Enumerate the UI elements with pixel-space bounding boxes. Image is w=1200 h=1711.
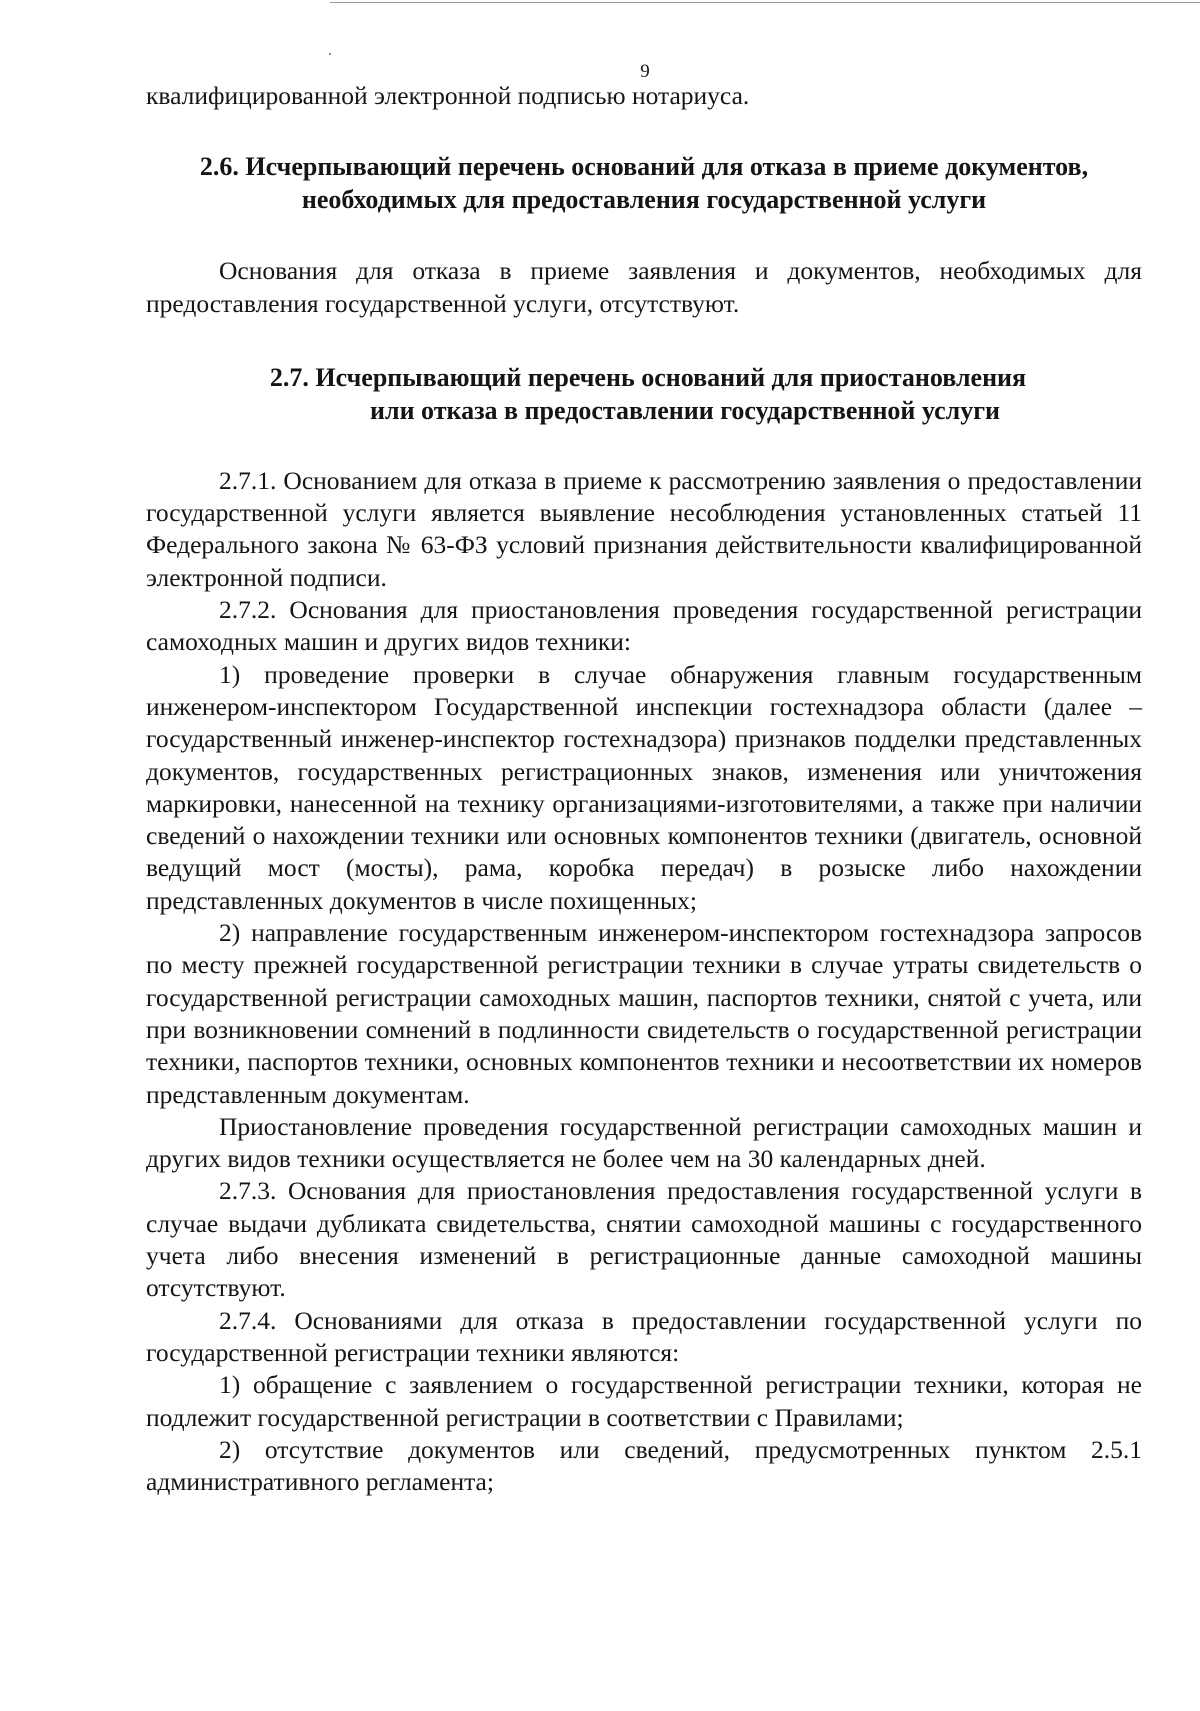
section-2-7-heading-line2: или отказа в предоставлении государственной услуги	[370, 395, 1001, 425]
paragraph-2-7-1: 2.7.1. Основанием для отказа в приеме к рассмотрению заявления о предоставлении государственной услуги является выявление несоблюдения установленных статьей 11 Федерального закона № 63-ФЗ условий признания действительности квалифицированной электронной подписи.	[146, 465, 1142, 592]
paragraph-2-7-2: 2.7.2. Основания для приостановления проведения государственной регистрации самоходных машин и других видов техники:	[146, 595, 1142, 657]
section-2-6-heading-line2: необходимых для предоставления государственной услуги	[301, 185, 987, 215]
section-2-6-heading	[146, 150, 1142, 216]
section-2-7-heading	[146, 361, 1142, 427]
scan-artifact-dot	[329, 53, 331, 55]
paragraph-2-7-2-item-2: 2) направление государственным инженером-инспектором гостехнадзора запросов по месту прежней государственной регистрации техники в случае утраты свидетельств о государственной регистрации самоходных машин, паспортов техники, снятой с учета, или при возникновении сомнений в подлинности свидетельств о государственной регистрации техники, паспортов техники, основных компонентов техники и несоответствии их номеров представленным документам.	[146, 918, 1142, 1109]
lead-in-text: квалифицированной электронной подписью нотариуса.	[146, 81, 750, 110]
scan-top-border	[330, 2, 1200, 3]
paragraph-2-7-3: 2.7.3. Основания для приостановления предоставления государственной услуги в случае выдачи дубликата свидетельства, снятии самоходной машины с государственного учета либо внесения изменений в регистрационные данные самоходной машины отсутствуют.	[146, 1176, 1142, 1303]
paragraph-2-7-2-item-1: 1) проведение проверки в случае обнаружения главным государственным инженером-инспектором Государственной инспекции гостехнадзора области (далее – государственный инженер-инспектор гостехнадзора) признаков подделки представленных документов, государственных регистрационных знаков, изменения или уничтожения маркировки, нанесенной на технику организациями-изготовителями, а также при наличии сведений о нахождении техники или основных компонентов техники (двигатель, основной ведущий мост (мосты), рама, коробка передач) в розыске либо нахождении представленных документов в числе похищенных;	[146, 659, 1142, 915]
page-number: 9	[640, 61, 650, 82]
paragraph-2-7-4-item-2: 2) отсутствие документов или сведений, предусмотренных пунктом 2.5.1 административного регламента;	[146, 1434, 1142, 1497]
section-2-6-heading-line1: 2.6. Исчерпывающий перечень оснований для отказа в приеме документов,	[199, 152, 1089, 182]
section-2-6-paragraph: Основания для отказа в приеме заявления и документов, необходимых для предоставления государственной услуги, отсутствуют.	[146, 256, 1142, 318]
section-2-7-heading-line1: 2.7. Исчерпывающий перечень оснований для приостановления	[269, 362, 1027, 392]
paragraph-suspension-term: Приостановление проведения государственной регистрации самоходных машин и других видов техники осуществляется не более чем на 30 календарных дней.	[146, 1111, 1142, 1174]
document-body	[146, 80, 1142, 1498]
paragraph-2-7-4: 2.7.4. Основаниями для отказа в предоставлении государственной услуги по государственной регистрации техники являются:	[146, 1305, 1142, 1367]
paragraph-2-7-4-item-1: 1) обращение с заявлением о государственной регистрации техники, которая не подлежит государственной регистрации в соответствии с Правилами;	[146, 1370, 1142, 1432]
